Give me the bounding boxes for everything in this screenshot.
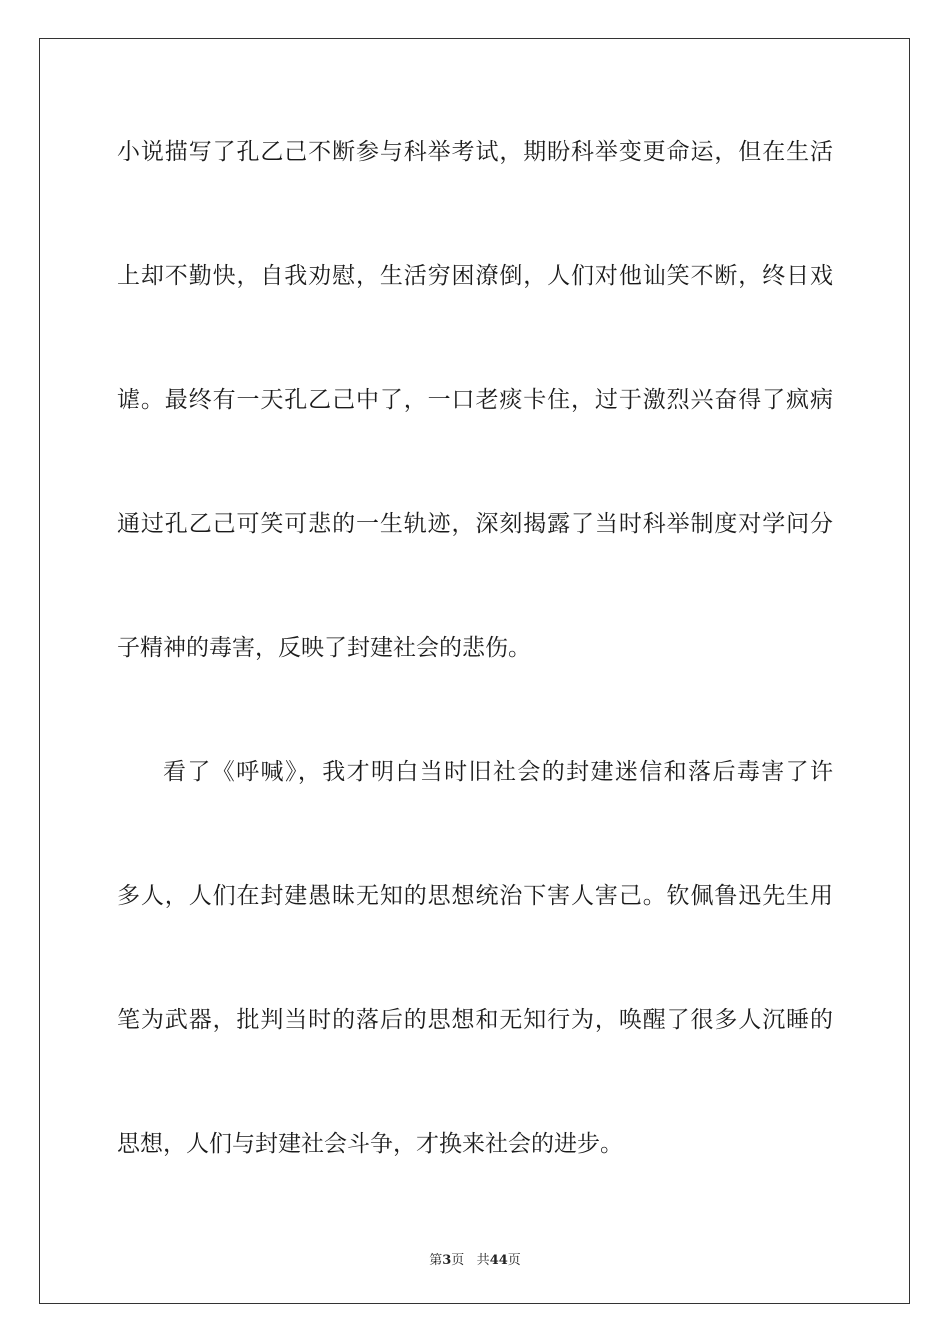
text-line-5: 子精神的毒害，反映了封建社会的悲伤。 [117, 635, 531, 661]
page-border [39, 38, 910, 1304]
total-pages: 44 [489, 1253, 508, 1268]
text-line-9: 思想，人们与封建社会斗争，才换来社会的进步。 [117, 1131, 623, 1157]
page-number: 3 [442, 1253, 452, 1268]
text-line-4: 通过孔乙己可笑可悲的一生轨迹，深刻揭露了当时科举制度对学问分 [117, 511, 833, 537]
text-line-6: 看了《呼喊》，我才明白当时旧社会的封建迷信和落后毒害了许 [163, 759, 833, 785]
text-line-7: 多人，人们在封建愚昧无知的思想统治下害人害己。钦佩鲁迅先生用 [117, 883, 833, 909]
total-suffix: 页 [507, 1253, 521, 1268]
text-line-1: 小说描写了孔乙己不断参与科举考试，期盼科举变更命运，但在生活 [117, 139, 833, 165]
page-footer [0, 1249, 950, 1268]
total-prefix: 共 [476, 1253, 490, 1268]
text-line-2: 上却不勤快，自我劝慰，生活穷困潦倒，人们对他讪笑不断，终日戏 [117, 263, 833, 289]
text-line-8: 笔为武器，批判当时的落后的思想和无知行为，唤醒了很多人沉睡的 [117, 1007, 833, 1033]
page-suffix: 页 [451, 1253, 465, 1268]
text-line-3: 谑。最终有一天孔乙己中了，一口老痰卡住，过于激烈兴奋得了疯病 [117, 387, 833, 413]
page-prefix: 第 [429, 1253, 443, 1268]
